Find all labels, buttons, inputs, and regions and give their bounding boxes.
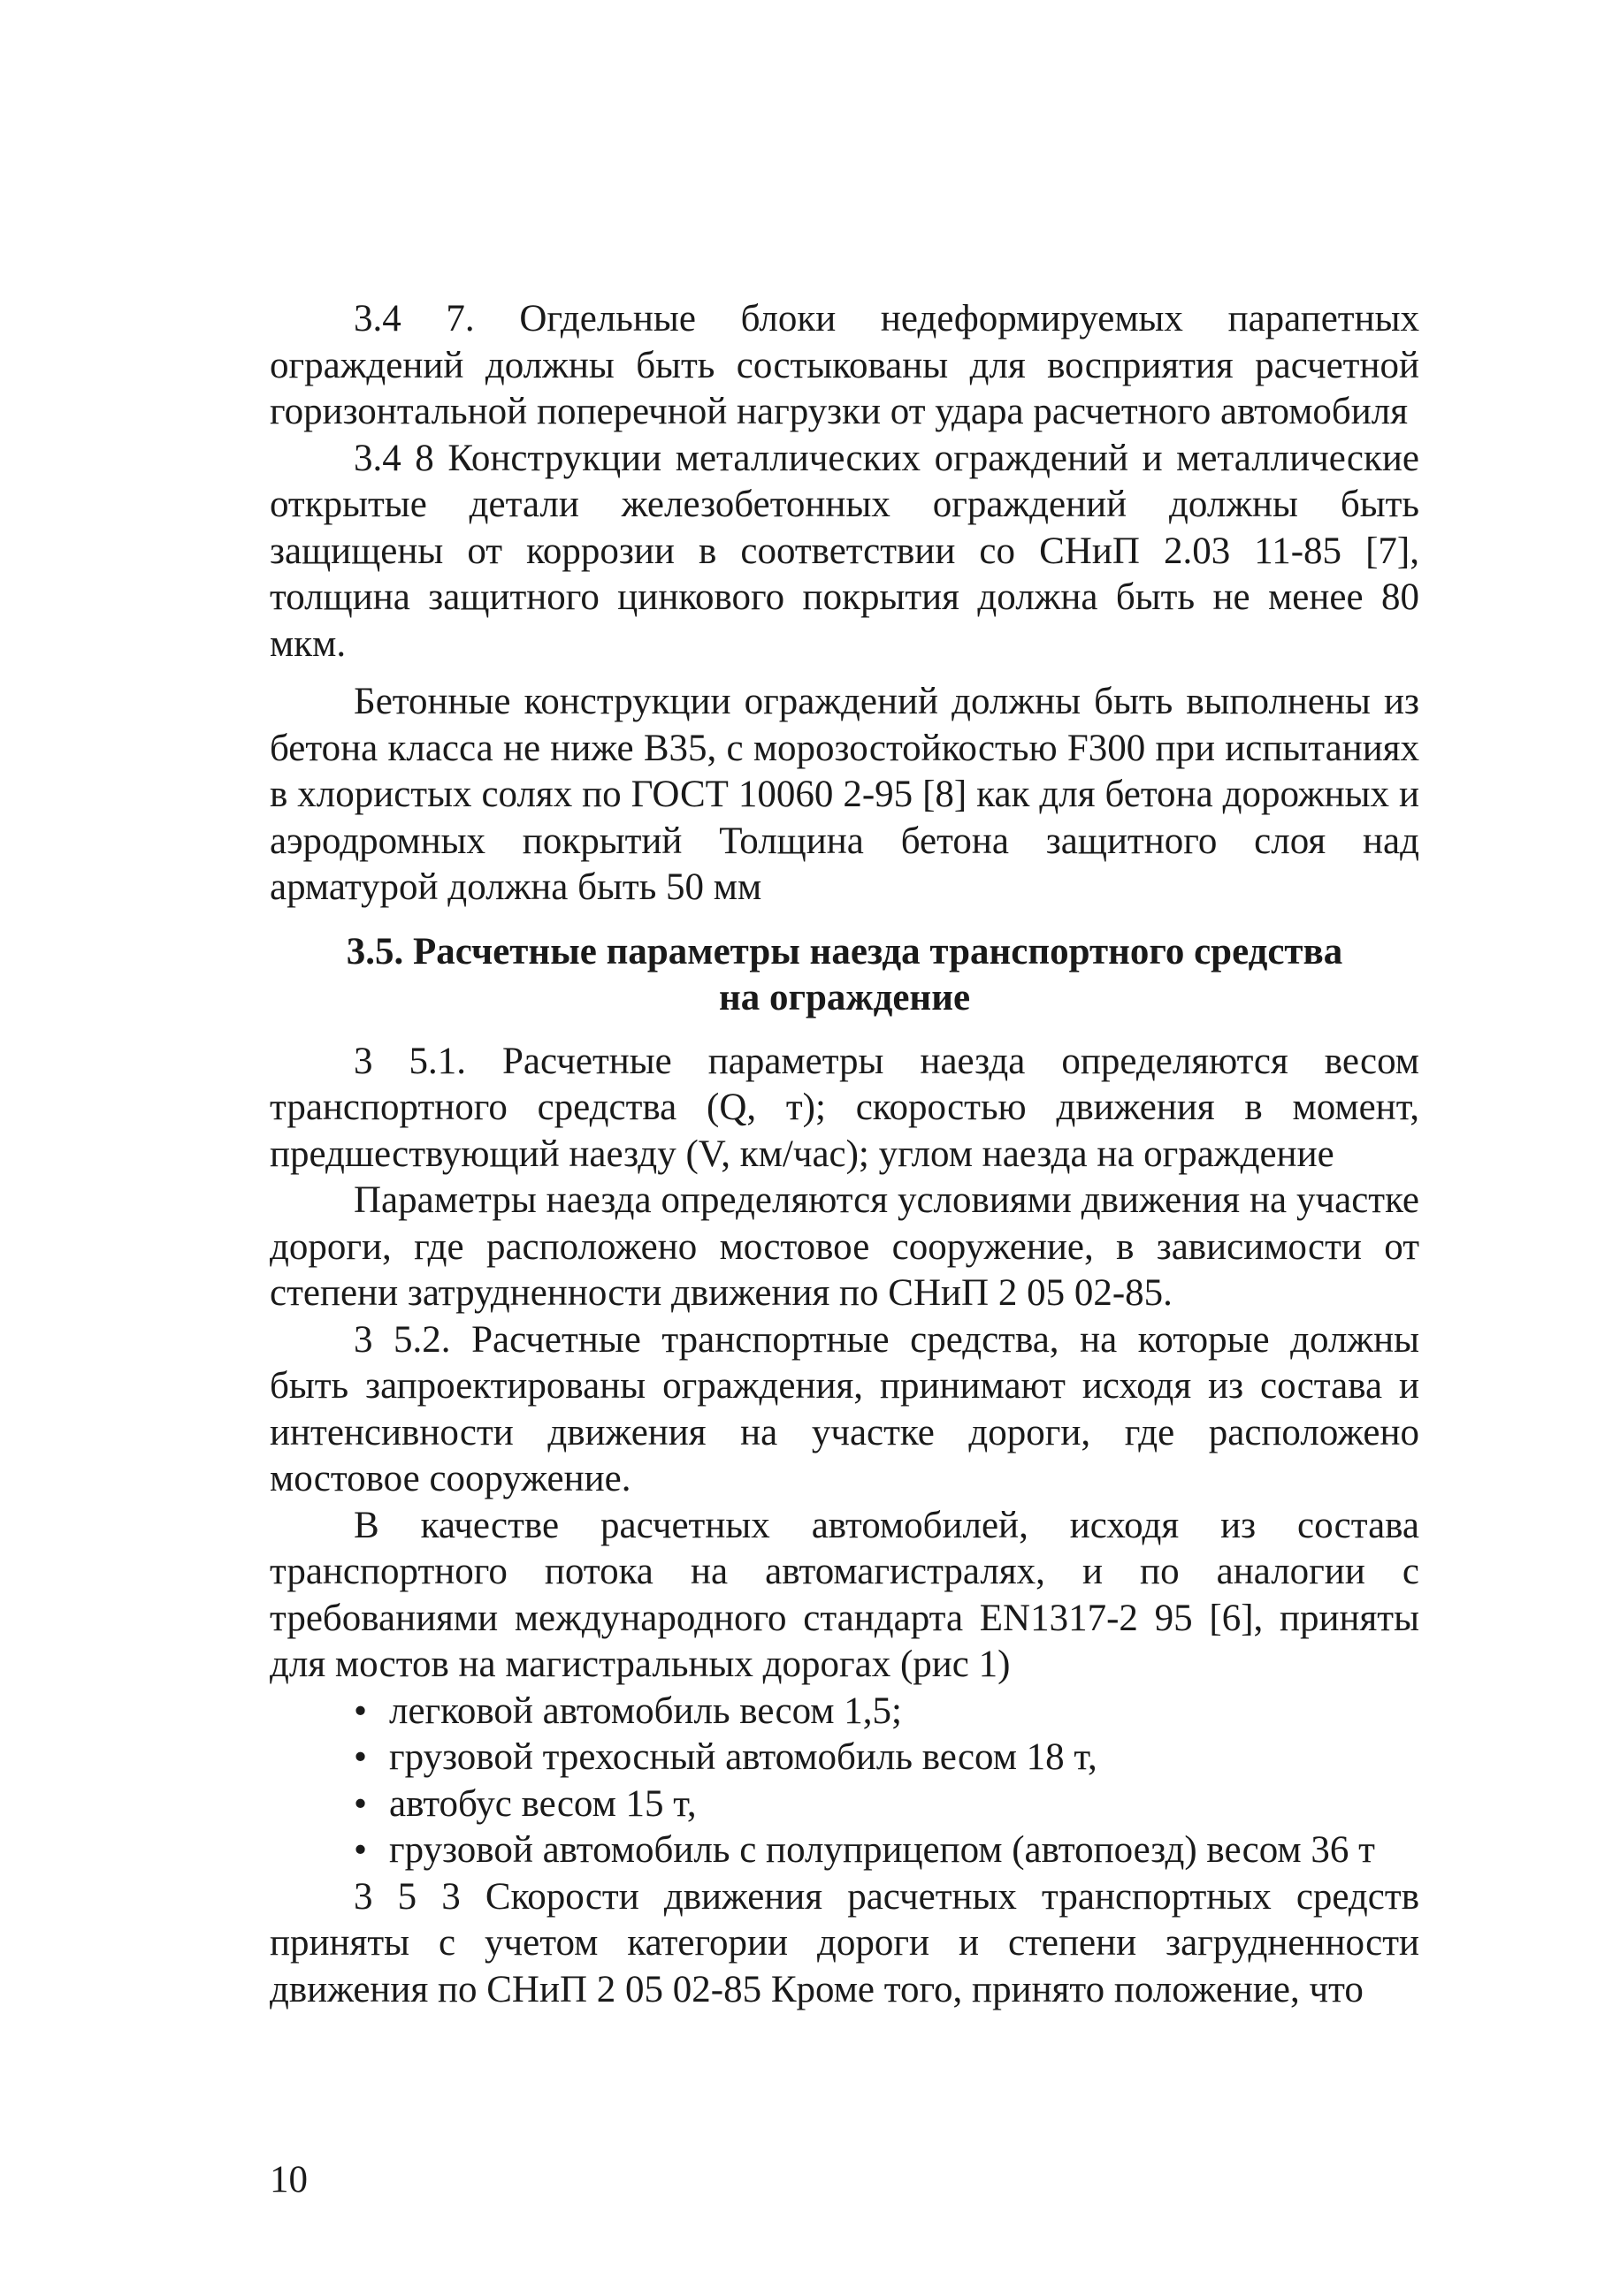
- paragraph-concrete: Бетонные конструкции ограждений должны быть выполнены из бетона класса не ниже В35, с морозостойкостью F300 при испытаниях в хлористых солях по ГОСТ 10060 2-95 [8] как для бетона дорожных и аэродромных покрытий Толщина бетона защитного слоя над арматурой должна быть 50 мм: [270, 681, 1419, 908]
- bullet-icon: •: [354, 1690, 368, 1732]
- section-heading-3-5: [270, 929, 1419, 1021]
- list-item: [354, 1827, 1419, 1874]
- body-text: [270, 296, 1419, 2013]
- paragraph-3-5-2: 3 5.2. Расчетные транспортные средства, на которые должны быть запроектированы ограждения, принимают исходя из состава и интенсивности движения на участке дороги, где расположено мостовое сооружение.: [270, 1318, 1419, 1499]
- paragraph-3-5-1: 3 5.1. Расчетные параметры наезда определяются весом транспортного средства (Q, т); скоростью движения в момент, предшествующий наезду (V, км/час); углом наезда на ограждение: [270, 1040, 1419, 1175]
- list-item-text: грузовой трехосный автомобиль весом 18 т,: [389, 1736, 1097, 1778]
- list-item: [354, 1781, 1419, 1828]
- page-number: 10: [270, 2159, 308, 2201]
- paragraph-3-4-8: 3.4 8 Конструкции металлических ограждений и металлические открытые детали железобетонных ограждений должны быть защищены от коррозии в соответствии со СНиП 2.03 11-85 [7], толщина защитного цинкового покрытия должна быть не менее 80 мкм.: [270, 437, 1419, 665]
- paragraph-3-4-7: 3.4 7. Огдельные блоки недеформируемых парапетных ограждений должны быть состыкованы для восприятия расчетной горизонтальной поперечной нагрузки от удара расчетного автомобиля: [270, 298, 1419, 432]
- paragraph-vehicles-intro: В качестве расчетных автомобилей, исходя из состава транспортного потока на автомагистралях, и по аналогии с требованиями международного стандарта EN1317-2 95 [6], приняты для мостов на магистральных дорогах (рис 1): [270, 1504, 1419, 1685]
- bullet-icon: •: [354, 1829, 368, 1871]
- heading-line-2: на ограждение: [718, 976, 971, 1018]
- paragraph-parameters: Параметры наезда определяются условиями движения на участке дороги, где расположено мостовое сооружение, в зависимости от степени затрудненности движения по СНиП 2 05 02-85.: [270, 1179, 1419, 1314]
- paragraph-3-5-3: 3 5 3 Скорости движения расчетных транспортных средств приняты с учетом категории дороги и степени загрудненности движения по СНиП 2 05 02-85 Кроме того, принято положение, что: [270, 1875, 1419, 2010]
- vehicle-list: [270, 1689, 1419, 1874]
- list-item-text: автобус весом 15 т,: [389, 1782, 697, 1825]
- bullet-icon: •: [354, 1736, 368, 1778]
- list-item: [354, 1735, 1419, 1781]
- list-item-text: грузовой автомобиль с полуприцепом (автопоезд) весом 36 т: [389, 1829, 1375, 1871]
- bullet-icon: •: [354, 1782, 368, 1825]
- heading-line-1: 3.5. Расчетные параметры наезда транспортного средства: [346, 930, 1343, 973]
- list-item: [354, 1689, 1419, 1735]
- list-item-text: легковой автомобиль весом 1,5;: [389, 1690, 902, 1732]
